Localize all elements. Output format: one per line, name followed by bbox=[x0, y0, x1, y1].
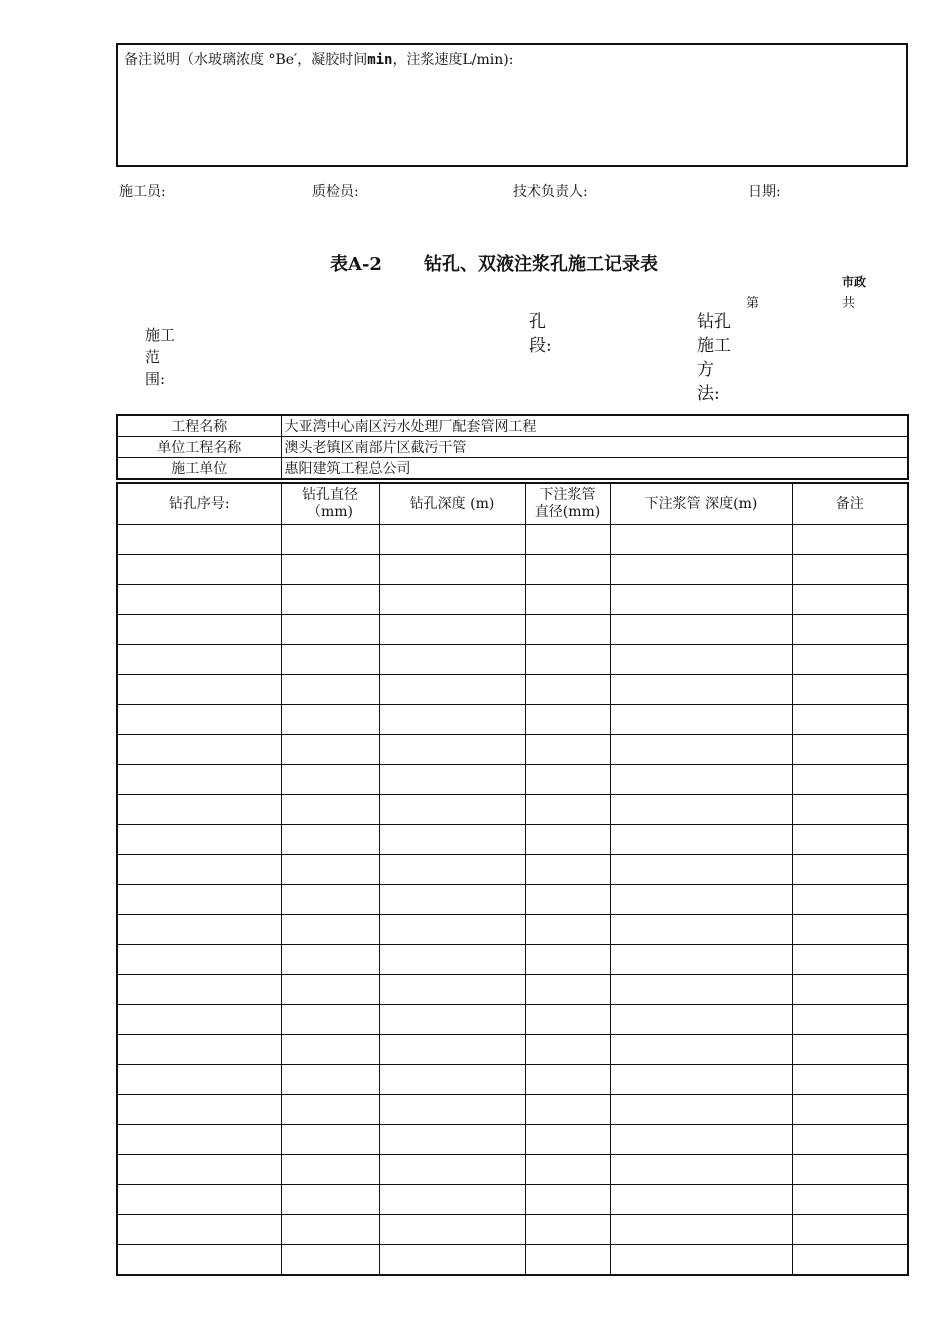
table-cell[interactable] bbox=[525, 555, 610, 585]
table-cell[interactable] bbox=[117, 945, 281, 975]
table-row bbox=[117, 795, 908, 825]
table-cell[interactable] bbox=[281, 885, 379, 915]
table-cell[interactable] bbox=[117, 675, 281, 705]
table-cell[interactable] bbox=[610, 585, 792, 615]
table-cell[interactable] bbox=[379, 1215, 525, 1245]
table-cell[interactable] bbox=[610, 825, 792, 855]
table-cell[interactable] bbox=[610, 1005, 792, 1035]
table-cell[interactable] bbox=[379, 795, 525, 825]
worker-signature-label: 施工员: bbox=[119, 184, 166, 200]
table-cell[interactable] bbox=[117, 855, 281, 885]
table-cell[interactable] bbox=[792, 795, 908, 825]
table-cell[interactable] bbox=[379, 975, 525, 1005]
table-cell[interactable] bbox=[281, 795, 379, 825]
table-cell[interactable] bbox=[610, 735, 792, 765]
table-cell[interactable] bbox=[792, 525, 908, 555]
table-cell[interactable] bbox=[610, 945, 792, 975]
table-cell[interactable] bbox=[610, 1065, 792, 1095]
table-cell[interactable] bbox=[792, 675, 908, 705]
table-cell[interactable] bbox=[379, 855, 525, 885]
table-cell[interactable] bbox=[792, 975, 908, 1005]
remarks-part3: ，注浆速度L/min): bbox=[392, 52, 514, 68]
header-pipe-depth: 下注浆管 深度(m) bbox=[610, 483, 792, 525]
table-cell[interactable] bbox=[379, 555, 525, 585]
header-hole-diameter: 钻孔直径 （mm) bbox=[281, 483, 379, 525]
table-row bbox=[117, 1095, 908, 1125]
table-row bbox=[117, 885, 908, 915]
table-cell[interactable] bbox=[117, 915, 281, 945]
table-cell[interactable] bbox=[610, 1035, 792, 1065]
project-info-table bbox=[116, 414, 909, 480]
table-cell[interactable] bbox=[281, 675, 379, 705]
table-cell[interactable] bbox=[117, 645, 281, 675]
table-row bbox=[117, 1155, 908, 1185]
table-cell[interactable] bbox=[610, 975, 792, 1005]
table-cell[interactable] bbox=[117, 1035, 281, 1065]
table-cell[interactable] bbox=[281, 825, 379, 855]
table-cell[interactable] bbox=[379, 885, 525, 915]
table-cell[interactable] bbox=[117, 885, 281, 915]
table-cell[interactable] bbox=[792, 765, 908, 795]
table-cell[interactable] bbox=[525, 1215, 610, 1245]
grid-body bbox=[117, 525, 908, 1276]
table-row bbox=[117, 1215, 908, 1245]
table-cell[interactable] bbox=[117, 765, 281, 795]
table-cell[interactable] bbox=[792, 915, 908, 945]
table-cell[interactable] bbox=[792, 1185, 908, 1215]
table-cell[interactable] bbox=[525, 585, 610, 615]
table-cell[interactable] bbox=[792, 1155, 908, 1185]
table-cell[interactable] bbox=[281, 1095, 379, 1125]
table-cell[interactable] bbox=[525, 1035, 610, 1065]
table-cell[interactable] bbox=[792, 1005, 908, 1035]
table-cell[interactable] bbox=[117, 1185, 281, 1215]
table-cell[interactable] bbox=[792, 1245, 908, 1276]
table-cell[interactable] bbox=[792, 615, 908, 645]
table-row bbox=[117, 675, 908, 705]
table-cell[interactable] bbox=[281, 1065, 379, 1095]
table-cell[interactable] bbox=[117, 1215, 281, 1245]
table-row bbox=[117, 915, 908, 945]
table-cell[interactable] bbox=[281, 555, 379, 585]
table-cell[interactable] bbox=[281, 585, 379, 615]
table-cell[interactable] bbox=[610, 885, 792, 915]
table-cell[interactable] bbox=[379, 705, 525, 735]
table-row bbox=[117, 1005, 908, 1035]
table-cell[interactable] bbox=[792, 855, 908, 885]
table-cell[interactable] bbox=[117, 705, 281, 735]
table-row bbox=[117, 765, 908, 795]
table-cell[interactable] bbox=[379, 1035, 525, 1065]
table-cell[interactable] bbox=[792, 1065, 908, 1095]
table-cell[interactable] bbox=[281, 915, 379, 945]
table-row bbox=[117, 615, 908, 645]
info-value: 惠阳建筑工程总公司 bbox=[281, 458, 908, 480]
page-number-label: 第 bbox=[746, 296, 760, 311]
table-cell[interactable] bbox=[792, 825, 908, 855]
construction-scope-label: 施工 范 围: bbox=[145, 326, 176, 388]
table-cell[interactable] bbox=[117, 615, 281, 645]
table-row bbox=[117, 735, 908, 765]
table-cell[interactable] bbox=[525, 1065, 610, 1095]
title-name: 钻孔、双液注浆孔施工记录表 bbox=[423, 254, 658, 275]
table-cell[interactable] bbox=[610, 915, 792, 945]
table-cell[interactable] bbox=[379, 1095, 525, 1125]
table-cell[interactable] bbox=[525, 765, 610, 795]
remarks-unit-min: min bbox=[367, 52, 393, 68]
table-cell[interactable] bbox=[525, 1005, 610, 1035]
table-cell[interactable] bbox=[610, 1155, 792, 1185]
remarks-text bbox=[124, 49, 513, 69]
table-row bbox=[117, 1065, 908, 1095]
table-cell[interactable] bbox=[281, 1215, 379, 1245]
table-cell[interactable] bbox=[610, 645, 792, 675]
header-pipe-diameter: 下注浆管 直径(mm) bbox=[525, 483, 610, 525]
table-cell[interactable] bbox=[117, 1155, 281, 1185]
table-cell[interactable] bbox=[379, 1185, 525, 1215]
table-cell[interactable] bbox=[792, 945, 908, 975]
table-cell[interactable] bbox=[281, 975, 379, 1005]
table-cell[interactable] bbox=[610, 765, 792, 795]
table-cell[interactable] bbox=[117, 1245, 281, 1276]
table-cell[interactable] bbox=[610, 705, 792, 735]
table-cell[interactable] bbox=[525, 825, 610, 855]
table-cell[interactable] bbox=[610, 615, 792, 645]
table-row bbox=[117, 1125, 908, 1155]
info-label: 单位工程名称 bbox=[117, 437, 281, 458]
table-cell[interactable] bbox=[525, 1245, 610, 1276]
table-cell[interactable] bbox=[610, 1125, 792, 1155]
table-cell[interactable] bbox=[379, 1065, 525, 1095]
table-cell[interactable] bbox=[281, 645, 379, 675]
table-cell[interactable] bbox=[281, 945, 379, 975]
table-cell[interactable] bbox=[792, 1215, 908, 1245]
table-cell[interactable] bbox=[525, 1185, 610, 1215]
table-cell[interactable] bbox=[379, 945, 525, 975]
table-cell[interactable] bbox=[610, 555, 792, 585]
drilling-record-table bbox=[116, 482, 909, 1276]
table-cell[interactable] bbox=[379, 735, 525, 765]
table-cell[interactable] bbox=[525, 675, 610, 705]
table-cell[interactable] bbox=[379, 1245, 525, 1276]
table-cell[interactable] bbox=[792, 885, 908, 915]
table-row bbox=[117, 645, 908, 675]
header-remarks: 备注 bbox=[792, 483, 908, 525]
table-cell[interactable] bbox=[379, 525, 525, 555]
table-cell[interactable] bbox=[379, 1125, 525, 1155]
table-row bbox=[117, 705, 908, 735]
page-total-label: 共 bbox=[842, 296, 856, 311]
table-row bbox=[117, 525, 908, 555]
table-cell[interactable] bbox=[281, 525, 379, 555]
table-row bbox=[117, 1035, 908, 1065]
table-row bbox=[117, 555, 908, 585]
table-cell[interactable] bbox=[792, 585, 908, 615]
table-cell[interactable] bbox=[281, 615, 379, 645]
table-cell[interactable] bbox=[525, 945, 610, 975]
table-cell[interactable] bbox=[525, 795, 610, 825]
table-cell[interactable] bbox=[117, 585, 281, 615]
table-cell[interactable] bbox=[281, 735, 379, 765]
table-cell[interactable] bbox=[792, 1035, 908, 1065]
remarks-part1: 备注说明（水玻璃浓度 °Be′，凝胶时间 bbox=[124, 52, 368, 68]
table-cell[interactable] bbox=[281, 1245, 379, 1276]
drilling-method-label: 钻孔 施工 方 法: bbox=[697, 312, 731, 404]
tech-lead-signature-label: 技术负责人: bbox=[513, 184, 588, 200]
table-cell[interactable] bbox=[792, 735, 908, 765]
table-cell[interactable] bbox=[117, 795, 281, 825]
table-cell[interactable] bbox=[117, 1065, 281, 1095]
table-cell[interactable] bbox=[281, 1155, 379, 1185]
table-cell[interactable] bbox=[379, 615, 525, 645]
grid-header-row bbox=[117, 483, 908, 525]
table-row bbox=[117, 855, 908, 885]
table-cell[interactable] bbox=[379, 1155, 525, 1185]
table-cell[interactable] bbox=[281, 1185, 379, 1215]
table-cell[interactable] bbox=[379, 825, 525, 855]
table-row bbox=[117, 825, 908, 855]
table-cell[interactable] bbox=[281, 705, 379, 735]
header-hole-depth: 钻孔深度 (m) bbox=[379, 483, 525, 525]
table-cell[interactable] bbox=[610, 1215, 792, 1245]
table-cell[interactable] bbox=[281, 1125, 379, 1155]
table-row bbox=[117, 975, 908, 1005]
table-cell[interactable] bbox=[525, 645, 610, 675]
table-cell[interactable] bbox=[379, 1005, 525, 1035]
table-cell[interactable] bbox=[525, 855, 610, 885]
table-cell[interactable] bbox=[281, 1035, 379, 1065]
date-label: 日期: bbox=[748, 184, 781, 200]
table-cell[interactable] bbox=[379, 915, 525, 945]
table-row bbox=[117, 1185, 908, 1215]
info-row-contractor bbox=[117, 458, 908, 480]
table-cell[interactable] bbox=[281, 855, 379, 885]
table-cell[interactable] bbox=[792, 1095, 908, 1125]
info-label: 工程名称 bbox=[117, 415, 281, 437]
info-row-project-name bbox=[117, 415, 908, 437]
table-cell[interactable] bbox=[792, 555, 908, 585]
table-row bbox=[117, 1245, 908, 1276]
table-cell[interactable] bbox=[379, 675, 525, 705]
table-cell[interactable] bbox=[525, 915, 610, 945]
table-cell[interactable] bbox=[792, 1125, 908, 1155]
table-cell[interactable] bbox=[379, 765, 525, 795]
table-cell[interactable] bbox=[379, 585, 525, 615]
table-cell[interactable] bbox=[792, 645, 908, 675]
table-cell[interactable] bbox=[792, 705, 908, 735]
table-cell[interactable] bbox=[117, 975, 281, 1005]
table-cell[interactable] bbox=[281, 765, 379, 795]
info-label: 施工单位 bbox=[117, 458, 281, 480]
table-cell[interactable] bbox=[117, 1125, 281, 1155]
municipal-label: 市政 bbox=[842, 275, 867, 289]
table-cell[interactable] bbox=[525, 705, 610, 735]
table-cell[interactable] bbox=[610, 1245, 792, 1276]
table-cell[interactable] bbox=[525, 1095, 610, 1125]
table-cell[interactable] bbox=[379, 645, 525, 675]
table-cell[interactable] bbox=[117, 525, 281, 555]
table-cell[interactable] bbox=[117, 825, 281, 855]
header-hole-number: 钻孔序号: bbox=[117, 483, 281, 525]
remarks-box bbox=[116, 43, 908, 167]
table-cell[interactable] bbox=[117, 555, 281, 585]
table-cell[interactable] bbox=[610, 1185, 792, 1215]
table-cell[interactable] bbox=[117, 1005, 281, 1035]
table-cell[interactable] bbox=[525, 1125, 610, 1155]
table-cell[interactable] bbox=[525, 885, 610, 915]
info-value: 澳头老镇区南部片区截污干管 bbox=[281, 437, 908, 458]
table-cell[interactable] bbox=[610, 855, 792, 885]
inspector-signature-label: 质检员: bbox=[312, 184, 359, 200]
table-cell[interactable] bbox=[525, 1155, 610, 1185]
page-title bbox=[330, 250, 658, 276]
table-cell[interactable] bbox=[525, 525, 610, 555]
table-cell[interactable] bbox=[610, 525, 792, 555]
info-value: 大亚湾中心南区污水处理厂配套管网工程 bbox=[281, 415, 908, 437]
info-row-unit-project bbox=[117, 437, 908, 458]
hole-section-label: 孔 段: bbox=[529, 312, 552, 356]
table-cell[interactable] bbox=[610, 675, 792, 705]
table-cell[interactable] bbox=[525, 615, 610, 645]
table-row bbox=[117, 585, 908, 615]
table-cell[interactable] bbox=[281, 1005, 379, 1035]
table-cell[interactable] bbox=[610, 1095, 792, 1125]
title-code: 表A-2 bbox=[330, 254, 382, 275]
table-row bbox=[117, 945, 908, 975]
table-cell[interactable] bbox=[525, 735, 610, 765]
table-cell[interactable] bbox=[525, 975, 610, 1005]
table-cell[interactable] bbox=[117, 1095, 281, 1125]
table-cell[interactable] bbox=[610, 795, 792, 825]
table-cell[interactable] bbox=[117, 735, 281, 765]
